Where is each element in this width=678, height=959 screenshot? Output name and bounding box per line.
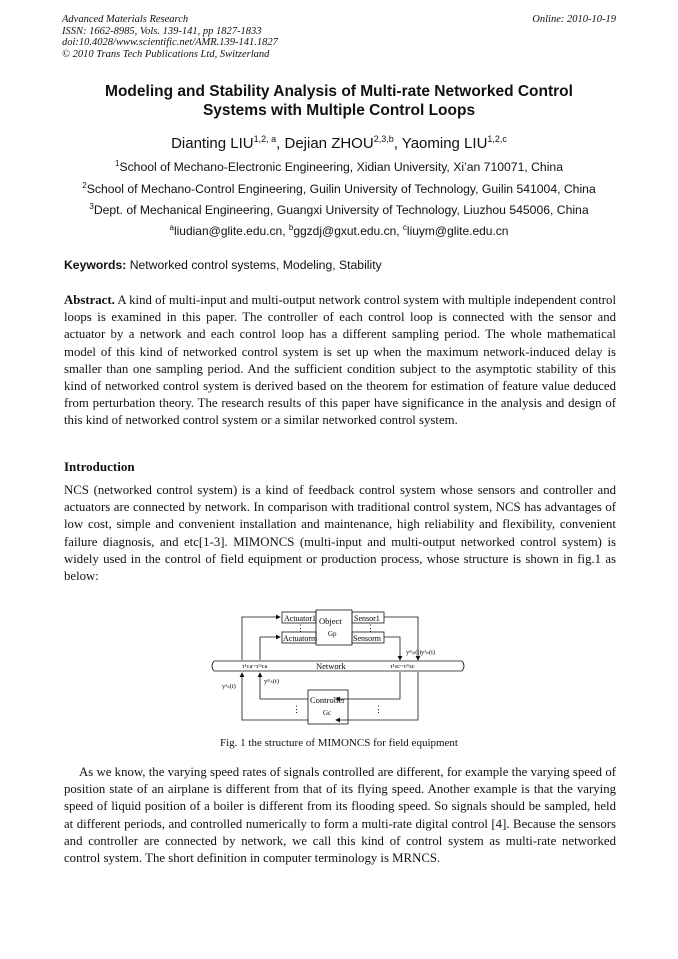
journal-header [62, 14, 616, 60]
email-line [62, 221, 616, 238]
actuator-m-label: Actuatorm [283, 634, 318, 643]
email-b[interactable]: ggzdj@gxut.edu.cn, [293, 224, 403, 238]
online-date: Online: 2010-10-19 [532, 14, 616, 25]
affiliation-marker: 3 [89, 202, 94, 211]
affiliation-2 [62, 179, 616, 196]
author-2: Dejian ZHOU [284, 135, 374, 152]
actuator-1-label: Actuator1 [284, 614, 316, 623]
affiliation-marker: 1 [115, 159, 120, 168]
ym-output-label: yᵐₚ(t) [406, 649, 422, 656]
title-line-1: Modeling and Stability Analysis of Multi-rate Networked Control [105, 83, 573, 100]
section-heading-introduction: Introduction [64, 459, 135, 474]
sensor-1-label: Sensor1 [354, 614, 380, 623]
introduction-paragraph-2: As we know, the varying speed rates of signals controlled are different, for example the varying speed of position state of an airplane is different from that of its flying speed. Another example is that the varying speed of liquid position of a boiler is different from its flooding speed. So signals should be sampled, held at different periods, and controlled numerically to form a multi-rate digital control [4]. Because the sensors and controller are connected by network, we call this kind of control system as multi-rate networked control system. The short definition in computer terminology is MRNCS. [64, 765, 616, 866]
affiliation-1 [62, 157, 616, 174]
affiliation-text: School of Mechano-Electronic Engineering, Xidian University, Xi’an 710071, China [119, 160, 563, 175]
email-marker: a [169, 223, 174, 232]
email-c[interactable]: liuym@glite.edu.cn [406, 224, 509, 238]
abstract [64, 292, 616, 430]
controller-label: Controller [310, 695, 345, 705]
introduction-paragraph-1: NCS (networked control system) is a kind of feedback control system whose sensors and controller and actuators are connected by network. In comparison with traditional control system, NCS has advantages of low cost, simple and convenient installation and maintenance, high reliability and flexibility, convenient failure diagnosis, and etc[1-3]. MIMONCS (multi-input and multi-output networked control system) is widely used in the control of field equipment or production process, whose structure is shown in fig.1 as below: [64, 483, 616, 584]
author-1-affil: 1,2, a [253, 134, 277, 144]
abstract-label: Abstract. [64, 293, 115, 307]
author-separator: , [393, 135, 402, 152]
tau-sc-label: τ¹sc~τᵐsc [390, 663, 415, 670]
abstract-text: A kind of multi-input and multi-output network control system with multiple independent control loops is examined in this paper. The controller of each control loop is connected with the sensor and actuator by a network and each control loop has a different sampling period. The whole mathematical model of this kind of networked control system is set up when the maximum network-induced delay is smaller than one sampling period. And the sufficient condition subject to the asymptotic stability of this kind of networked control system is derived based on the theorem for estimation of feature value deduced from perturbation theory. The research results of this paper have significance in the analysis and design of this kind of networked control system or a similar networked control system. [64, 293, 616, 428]
affiliation-3 [62, 200, 616, 217]
controller-left-dots: ⋮ [292, 704, 301, 714]
sensor-m-label: Sensorm [353, 634, 381, 643]
tau-ca-label: τ¹ca~τᵐca [242, 663, 268, 670]
affiliation-text: Dept. of Mechanical Engineering, Guangxi University of Technology, Liuzhou 545006, China [93, 203, 589, 218]
figure-1-caption: Fig. 1 the structure of MIMONCS for field equipment [220, 737, 458, 749]
author-list [62, 130, 616, 153]
author-3: Yaoming LIU [401, 135, 488, 152]
copyright-line: © 2010 Trans Tech Publications Ltd, Switzerland [62, 48, 270, 60]
title-line-2: Systems with Multiple Control Loops [202, 102, 476, 119]
keywords-text: Networked control systems, Modeling, Stability [126, 258, 382, 272]
object-sub-label: Gp [328, 630, 337, 638]
keywords [64, 258, 616, 272]
affiliation-text: School of Mechano-Control Engineering, Guilin University of Technology, Guilin 541004, China [86, 182, 596, 197]
controller-sub-label: Gc [323, 709, 332, 717]
issn-line: ISSN: 1662-8985, Vols. 139-141, pp 1827-1833 [62, 25, 262, 37]
ym-input-label: yᵐₛ(t) [264, 678, 279, 685]
author-3-affil: 1,2,c [487, 134, 507, 144]
email-marker: b [288, 223, 294, 232]
network-label: Network [316, 661, 346, 671]
sensor-dots: ⋮ [366, 623, 375, 633]
author-separator: , [276, 135, 285, 152]
doi-line: doi:10.4028/www.scientific.net/AMR.139-141.1827 [62, 37, 278, 48]
object-label: Object [319, 616, 342, 626]
paper-title [62, 82, 616, 120]
y1-output-label: y¹ₚ(t) [421, 649, 436, 656]
author-1: Dianting LIU [171, 135, 254, 152]
author-2-affil: 2,3,b [373, 134, 394, 144]
y1-input-label: y¹ₛ(t) [222, 683, 236, 690]
keywords-label: Keywords: [64, 258, 127, 272]
email-marker: c [402, 223, 407, 232]
affiliation-marker: 2 [82, 181, 87, 190]
controller-right-dots: ⋮ [374, 704, 383, 714]
figure-1-diagram [200, 602, 478, 728]
mimoncs-structure-diagram [200, 602, 478, 728]
actuator-dots: ⋮ [296, 623, 305, 633]
email-a[interactable]: liudian@glite.edu.cn, [173, 224, 289, 238]
journal-name: Advanced Materials Research [62, 14, 189, 25]
